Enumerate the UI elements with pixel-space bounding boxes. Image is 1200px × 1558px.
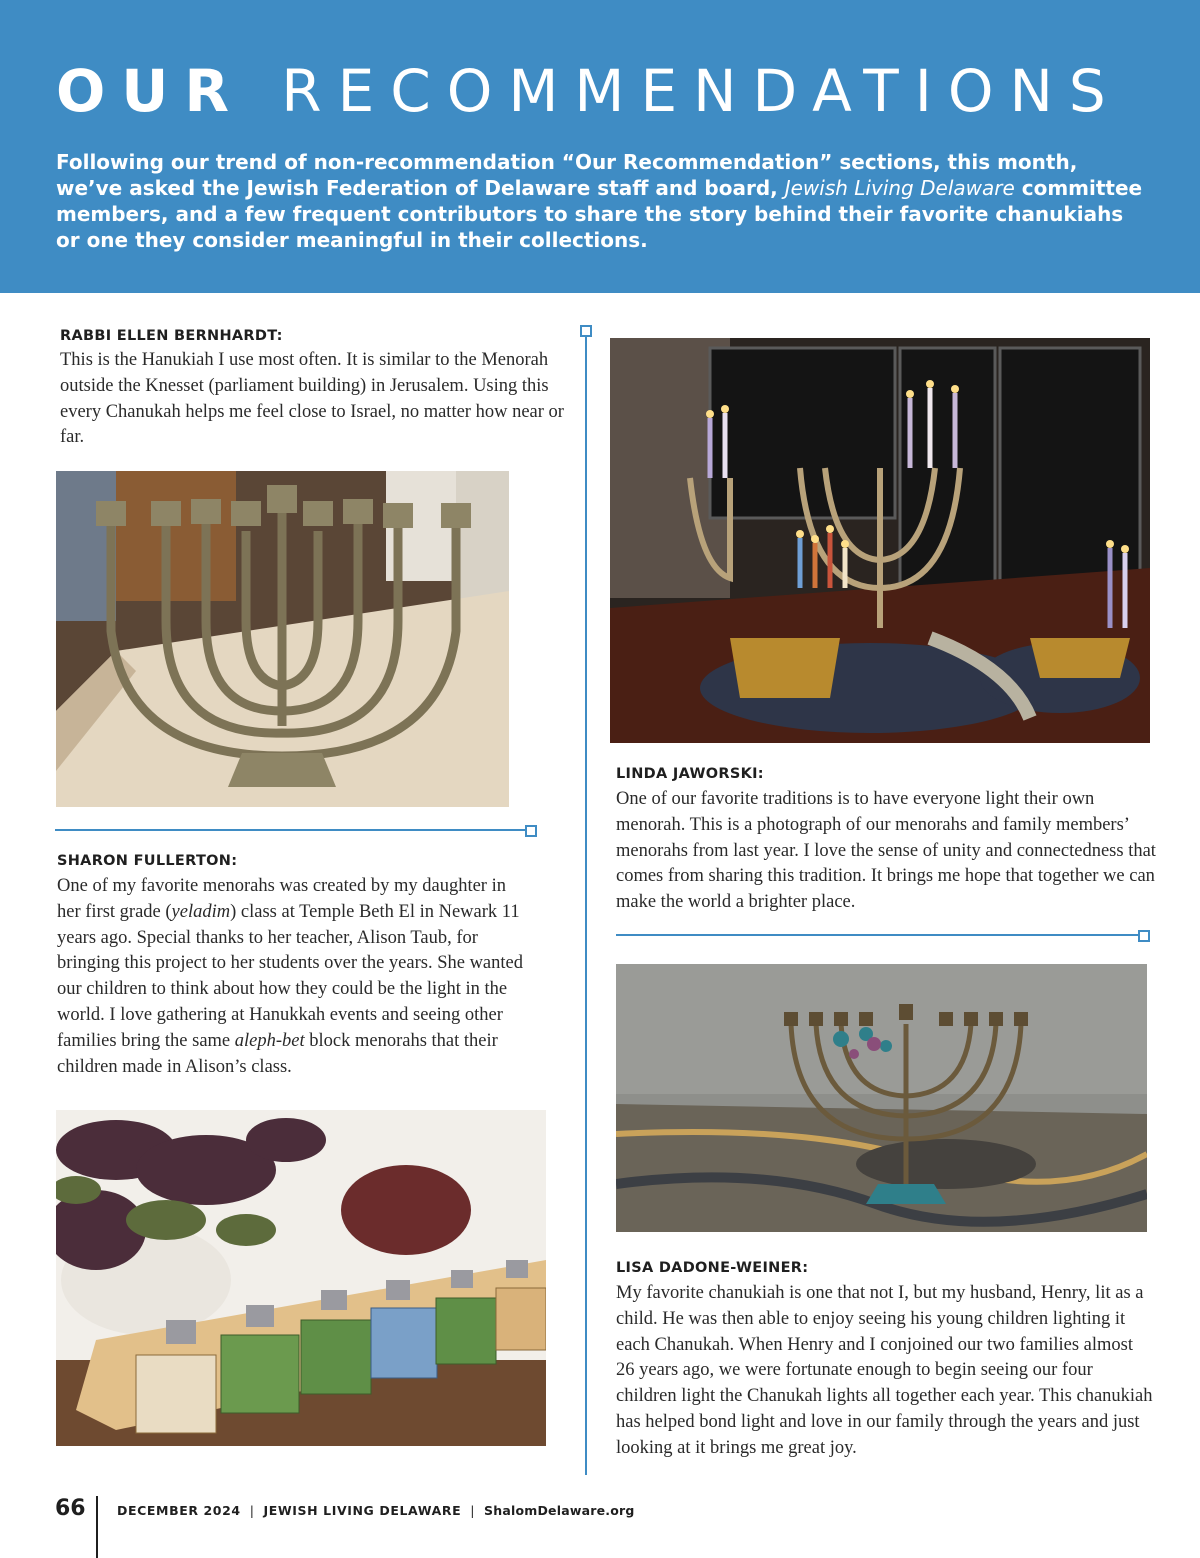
intro-text-end: committee members, and a few frequent contributors to share the story behind their favorite chanukiahs or one they consider meaningful in their collections. bbox=[56, 176, 1143, 252]
block-menorah-photo bbox=[56, 1110, 546, 1446]
fullerton-text-part: ) class at Temple Beth El in Newark 11 years ago. Special thanks to her teacher, Alison Taub, for bringing this project to her students over the years. She wanted our children to think about how they could be the light in the world. I love gathering at Hanukkah events and seeing other families bring the same bbox=[57, 901, 523, 1051]
left-section-divider bbox=[55, 829, 527, 831]
footer-publication: JEWISH LIVING DELAWARE bbox=[263, 1503, 462, 1518]
footer-rule bbox=[96, 1496, 98, 1558]
footer-separator: | bbox=[470, 1503, 476, 1518]
footer-line bbox=[117, 1503, 635, 1518]
contributor-text-jaworski: One of our favorite traditions is to have everyone light their own menorah. This is a photograph of our menorahs and family members’ menorahs from last year. I love the sense of unity and connectedness that comes from sharing this tradition. It brings me hope that together we can make the world a brighter place. bbox=[616, 789, 1156, 913]
divider-end-square bbox=[1138, 930, 1150, 942]
page-title bbox=[56, 56, 1122, 126]
footer-issue: DECEMBER 2024 bbox=[117, 1503, 241, 1518]
right-section-divider bbox=[616, 934, 1140, 936]
page-title-bold: OUR bbox=[56, 57, 246, 125]
fullerton-text-part: One of my favorite menorahs was created by my daughter in her first grade ( bbox=[57, 876, 506, 922]
page-title-light: RECOMMENDATIONS bbox=[281, 57, 1122, 125]
page-number: 66 bbox=[55, 1496, 86, 1521]
header-banner bbox=[0, 0, 1200, 293]
intro-paragraph bbox=[56, 149, 1146, 253]
footer-separator: | bbox=[249, 1503, 255, 1518]
divider-end-square bbox=[525, 825, 537, 837]
divider-end-square bbox=[580, 325, 592, 337]
intro-text-start: Following our trend of non-recommendation “Our Recommendation” sections, this month, we’ve asked the Jewish Federation of Delaware staff and board, bbox=[56, 150, 1078, 200]
fullerton-text-italic: aleph-bet bbox=[234, 1030, 305, 1051]
contributor-name-bernhardt: RABBI ELLEN BERNHARDT: bbox=[60, 328, 283, 344]
intro-publication-name: Jewish Living Delaware bbox=[784, 176, 1015, 200]
contributor-text-dadone-weiner: My favorite chanukiah is one that not I, but my husband, Henry, lit as a child. He was then able to enjoy seeing his young children lighting it each Chanukah. When Henry and I conjoined our two families almost 26 years ago, we were fortunate enough to begin seeing our four children light the Chanukah lights all together each year. This chanukiah has helped bond light and love in our family through the years and just looking at it brings me great joy. bbox=[616, 1283, 1153, 1458]
brass-menorah-photo bbox=[56, 471, 509, 807]
fullerton-text-part: block menorahs that their children made in Alison’s class. bbox=[57, 1030, 498, 1077]
contributor-text-bernhardt: This is the Hanukiah I use most often. It is similar to the Menorah outside the Knesset (parliament building) in Jerusalem. Using this every Chanukah helps me feel close to Israel, no matter how near or far. bbox=[60, 350, 564, 448]
contributor-name-jaworski: LINDA JAWORSKI: bbox=[616, 766, 764, 782]
contributor-text-fullerton bbox=[57, 874, 532, 1080]
contributor-name-fullerton: SHARON FULLERTON: bbox=[57, 853, 238, 869]
column-divider bbox=[585, 333, 587, 1475]
family-menorahs-photo bbox=[610, 338, 1150, 743]
footer-website-link[interactable]: ShalomDelaware.org bbox=[484, 1503, 635, 1518]
contributor-name-dadone-weiner: LISA DADONE-WEINER: bbox=[616, 1260, 809, 1276]
childhood-chanukiah-photo bbox=[616, 964, 1147, 1232]
fullerton-text-italic: yeladim bbox=[171, 901, 231, 922]
